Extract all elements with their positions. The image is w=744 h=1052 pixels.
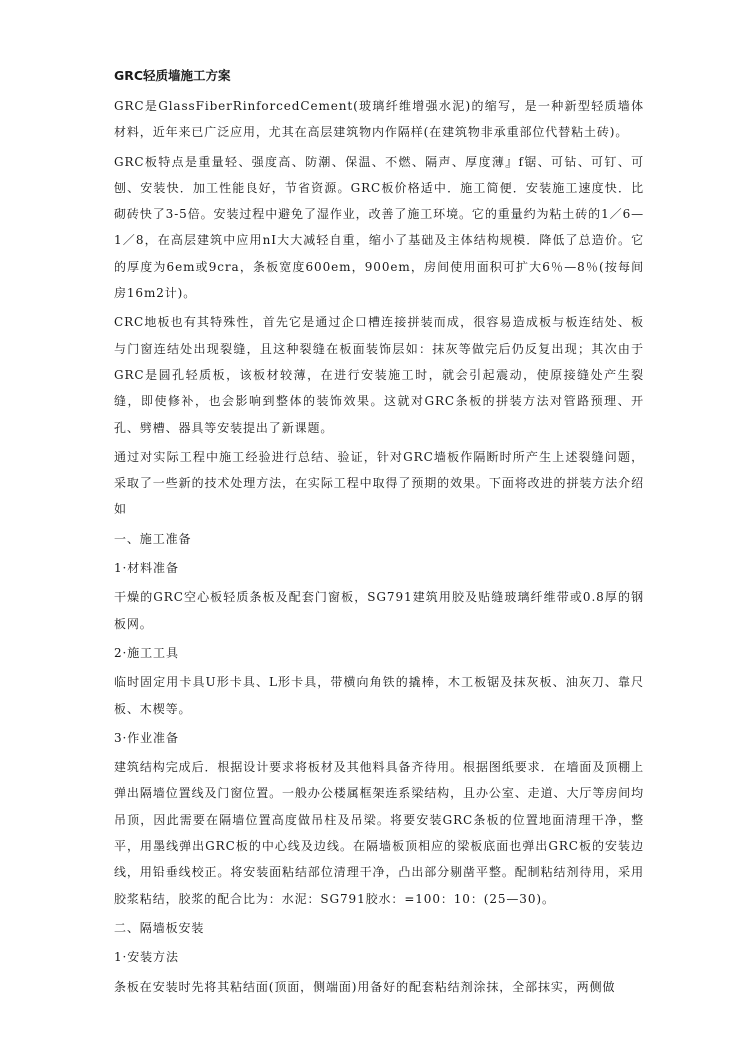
paragraph-solution: 通过对实际工程中施工经验进行总结、验证，针对GRC墙板作隔断时所产生上述裂缝问题，采取了一些新的技术处理方法，在实际工程中取得了预期的效果。下面将改进的拼装方法介绍如 — [114, 449, 644, 517]
subheading-work-prep: 3·作业准备 — [114, 730, 179, 745]
subheading-materials: 1·材料准备 — [114, 561, 179, 576]
document-page — [114, 66, 644, 1003]
paragraph-work-prep: 建筑结构完成后．根据设计要求将板材及其他料具备齐待用。根据图纸要求．在墙面及顶棚上弹出隔墙位置线及门窗位置。一般办公楼属框架连系梁结构，且办公室、走道、大厅等房间均吊顶，因此需要在隔墙位置高度做吊柱及吊梁。将要安装GRC条板的位置地面清理干净，整平，用墨线弹出GRC板的中心线及边线。在隔墙板顶相应的梁板底面也弹出GRC板的安装边线，用铅垂线校正。将安装面粘结部位清理干净，凸出部分剔凿平整。配制粘结剂待用，采用胶浆粘结，胶浆的配合比为：水泥：SG791胶水：=100：10：(25—30)。 — [114, 760, 644, 906]
paragraph-tools: 临时固定用卡具U形卡具、L形卡具，带横向角铁的撬棒，木工板锯及抹灰板、油灰刀、靠尺板、木楔等。 — [114, 675, 644, 716]
subheading-install-method: 1·安装方法 — [114, 950, 179, 965]
section-heading-preparation: 一、施工准备 — [114, 531, 192, 546]
paragraph-install-method: 条板在安装时先将其粘结面(顶面，侧端面)用备好的配套粘结剂涂抹，全部抹实，两侧做 — [114, 979, 616, 994]
section-heading-installation: 二、隔墙板安装 — [114, 920, 205, 935]
paragraph-issues: CRC地板也有其特殊性，首先它是通过企口槽连接拼装而成，很容易造成板与板连结处、板与门窗连结处出现裂缝，且这种裂缝在板面装饰层如：抹灰等做完后仍反复出现；其次由于GRC是圆孔轻质板，该板材较薄，在进行安装施工时，就会引起震动，使原接缝处产生裂缝，即使修补，也会影响到整体的装饰效果。这就对GRC条板的拼装方法对管路预理、开孔、劈槽、器具等安装提出了新课题。 — [114, 315, 644, 435]
paragraph-intro: GRC是GlassFiberRinforcedCement(玻璃纤维增强水泥)的缩写，是一种新型轻质墙体材料，近年来已广泛应用，尤其在高层建筑物内作隔样(在建筑物非承重部位代替粘土砖)。 — [114, 99, 644, 140]
paragraph-materials: 干燥的GRC空心板轻质条板及配套门窗板，SG791建筑用胶及贴缝玻璃纤维带或0.8厚的钢板网。 — [114, 590, 644, 631]
document-title: GRC轻质墙施工方案 — [114, 68, 231, 83]
paragraph-features: GRC板特点是重量轻、强度高、防潮、保温、不燃、隔声、厚度薄』f锯、可钻、可钉、可刨、安装快．加工性能良好，节省资源。GRC板价格适中．施工简便．安装施工速度快．比砌砖快了3-5倍。安装过程中避免了湿作业，改善了施工环境。它的重量约为粘土砖的1／6—1／8，在高层建筑中应用nI大大减轻自重，缩小了基础及主体结构规模．降低了总造价。它的厚度为6em或9cra，条板宽度600em，900em，房间使用面积可扩大6％—8％(按每间房16m2计)。 — [114, 154, 644, 301]
subheading-tools: 2·施工工具 — [114, 645, 179, 660]
